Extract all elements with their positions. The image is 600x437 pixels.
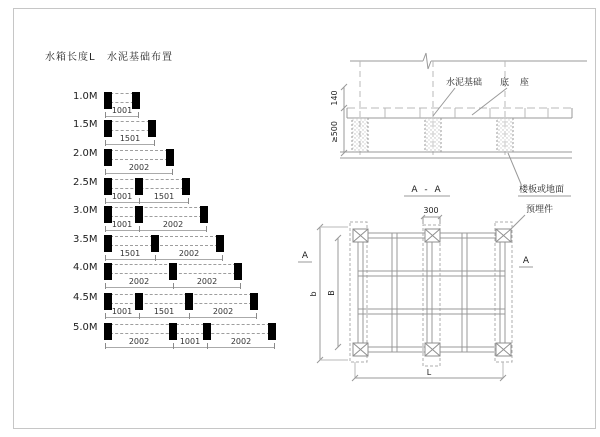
row-label: 1.0M xyxy=(73,91,98,102)
dimension-value: 2002 xyxy=(196,277,218,286)
row-label: 1.5M xyxy=(73,119,98,130)
foundation-diagram-3-0m xyxy=(105,207,213,239)
dimension-line xyxy=(105,259,223,260)
dimension-value: 1001 xyxy=(179,337,201,346)
dimension-value: 2002 xyxy=(128,277,150,286)
row-label: 3.0M xyxy=(73,205,98,216)
foundation-diagram-1-5m xyxy=(105,121,161,153)
dimension-line xyxy=(105,116,139,117)
section-view xyxy=(330,53,587,196)
dimension-base-height: 140 xyxy=(330,90,339,106)
dimension-line xyxy=(105,230,207,231)
leader-cement-foundation xyxy=(433,88,455,116)
dimension-value: 1501 xyxy=(119,249,141,258)
plan-view xyxy=(298,203,553,381)
dimension-value: 2002 xyxy=(128,163,150,172)
section-title: A - A xyxy=(411,185,443,195)
row-label: 5.0M xyxy=(73,322,98,333)
tank-outline xyxy=(105,207,207,217)
dimension-value: 1001 xyxy=(111,106,133,115)
dimension-value: 2002 xyxy=(230,337,252,346)
tank-outline xyxy=(105,236,223,246)
row-label: 4.5M xyxy=(73,292,98,303)
cement-foundation-block xyxy=(352,118,368,152)
foundation-diagram-5-0m xyxy=(105,324,283,356)
dimension-line xyxy=(105,347,275,348)
dimension-outer-length: b xyxy=(309,291,318,297)
tank-outline xyxy=(105,324,275,334)
dimension-300-line xyxy=(421,215,442,224)
dimension-line xyxy=(105,317,257,318)
dimension-value: 1001 xyxy=(111,220,133,229)
row-label: 3.5M xyxy=(73,234,98,245)
tank-outline xyxy=(105,150,173,160)
section-marker-a-right: A xyxy=(522,256,530,266)
row-label: 2.5M xyxy=(73,177,98,188)
dimension-length: L xyxy=(426,368,432,377)
break-symbol xyxy=(423,53,431,69)
base-bottom-line xyxy=(347,108,572,118)
dimension-foundation-height: ≥500 xyxy=(330,121,339,143)
dimension-value: 2002 xyxy=(128,337,150,346)
section-marker-a-left: A xyxy=(301,251,309,261)
foundation-diagram-4-5m xyxy=(105,294,265,326)
floor-lines xyxy=(340,152,572,158)
row-label: 2.0M xyxy=(73,148,98,159)
row-label: 4.0M xyxy=(73,262,98,273)
dimension-value: 1001 xyxy=(111,307,133,316)
label-embed-plate: 预埋件 xyxy=(526,205,554,215)
dimension-value: 2002 xyxy=(212,307,234,316)
dimension-value: 2002 xyxy=(162,220,184,229)
tank-outline xyxy=(105,294,257,304)
foundation-diagram-4-0m xyxy=(105,264,247,296)
dimension-value: 2002 xyxy=(178,249,200,258)
dimension-value: 1501 xyxy=(153,192,175,201)
dimension-frame-width: B xyxy=(327,290,336,296)
dimension-value: 1501 xyxy=(119,134,141,143)
label-floor: 楼板或地面 xyxy=(519,185,565,195)
base-joint-ticks xyxy=(385,108,548,118)
label-base: 底 座 xyxy=(500,78,533,88)
column-header-tank-length: 水箱长度L xyxy=(45,52,96,63)
dimension-line xyxy=(105,173,173,174)
frame-vertical-beams xyxy=(358,233,505,352)
dimension-value: 1001 xyxy=(111,192,133,201)
section-and-plan-views xyxy=(290,45,600,395)
cement-foundation-block xyxy=(425,118,441,152)
cement-foundation-block xyxy=(497,118,513,152)
dimension-value: 1501 xyxy=(153,307,175,316)
foundation-strip-right xyxy=(495,222,512,362)
dimension-strip-width: 300 xyxy=(423,206,439,215)
column-header-foundation-layout: 水泥基础布置 xyxy=(107,52,173,63)
tank-outline xyxy=(105,179,189,189)
dimension-line xyxy=(105,144,155,145)
dimension-line xyxy=(105,202,189,203)
label-cement-foundation: 水泥基础 xyxy=(446,78,483,88)
